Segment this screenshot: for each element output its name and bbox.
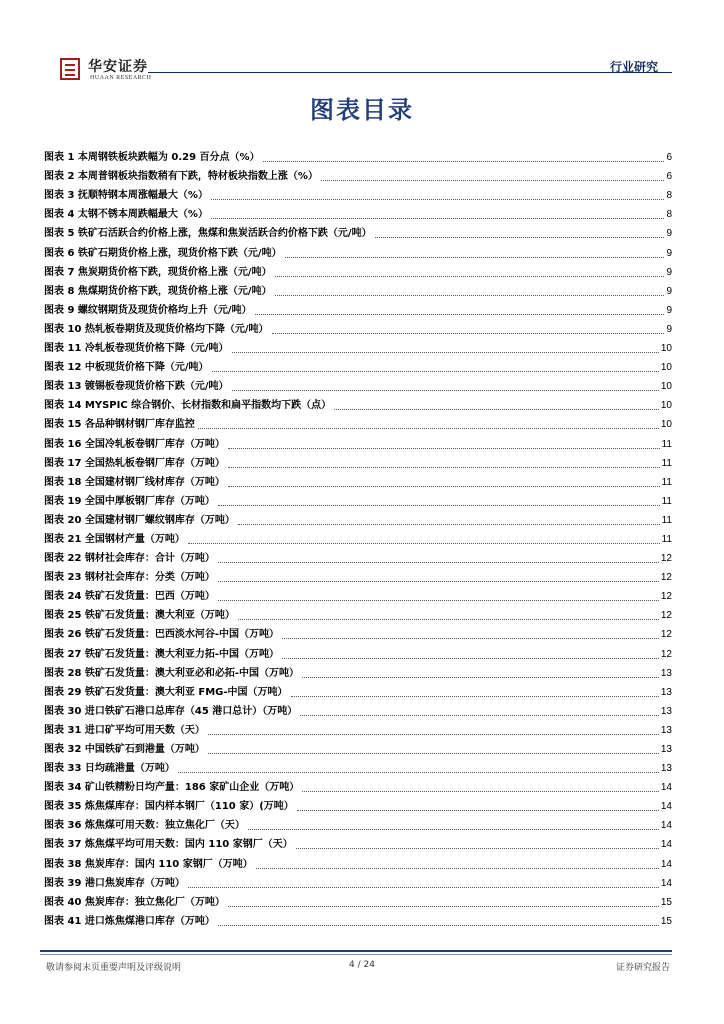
section-label: 行业研究: [609, 60, 658, 74]
toc-entry-label: 图表 14 MYSPIC 综合钢价、长材指数和扁平指数均下跌（点）: [44, 400, 332, 412]
toc-leader-dots: [263, 160, 665, 162]
toc-entry[interactable]: [44, 909, 672, 928]
toc-entry-page: 12: [660, 572, 672, 584]
toc-leader-dots: [255, 313, 665, 315]
page-title: 图表目录: [310, 96, 414, 124]
toc-entry-label: 图表 30 进口铁矿石港口总库存（45 港口总计）（万吨）: [44, 705, 298, 717]
toc-leader-dots: [232, 351, 659, 353]
toc-entry[interactable]: [44, 737, 672, 756]
toc-entry[interactable]: [44, 412, 672, 431]
toc-entry[interactable]: [44, 641, 672, 660]
toc-entry-page: 11: [661, 457, 672, 469]
toc-entry-label: 图表 34 矿山铁精粉日均产量：186 家矿山企业（万吨）: [44, 782, 300, 794]
logo-text-en: HUAAN RESEARCH: [90, 75, 152, 81]
toc-entry-label: 图表 41 进口炼焦煤港口库存（万吨）: [44, 915, 215, 927]
figure-toc: [44, 145, 672, 928]
toc-entry-label: 图表 9 螺纹钢期货及现货价格均上升（元/吨）: [44, 304, 252, 316]
header-rule: [148, 72, 672, 73]
toc-entry-page: 14: [660, 801, 672, 813]
toc-entry-page: 11: [661, 476, 672, 488]
toc-entry-page: 9: [666, 323, 672, 335]
toc-entry-page: 12: [660, 648, 672, 660]
toc-entry[interactable]: [44, 890, 672, 909]
page-header: [52, 56, 672, 92]
toc-entry-label: 图表 32 中国铁矿石到港量（万吨）: [44, 744, 205, 755]
toc-entry-page: 8: [666, 209, 672, 221]
toc-leader-dots: [212, 370, 659, 372]
toc-entry[interactable]: [44, 603, 672, 622]
toc-entry-page: 14: [660, 839, 672, 851]
toc-entry-label: 图表 8 焦煤期货价格下跌，现货价格上涨（元/吨）: [44, 285, 272, 297]
toc-entry-page: 14: [660, 858, 672, 870]
toc-leader-dots: [208, 733, 659, 735]
toc-entry[interactable]: [44, 470, 672, 489]
toc-entry-page: 14: [660, 782, 672, 794]
toc-leader-dots: [291, 695, 659, 697]
footer-doc-type: 证券研究报告: [615, 963, 670, 973]
toc-entry-label: 图表 16 全国冷轧板卷钢厂库存（万吨）: [44, 438, 225, 450]
toc-entry-page: 13: [660, 763, 672, 775]
toc-entry-page: 11: [661, 438, 672, 450]
toc-entry[interactable]: [44, 851, 672, 870]
toc-entry[interactable]: [44, 183, 672, 202]
toc-entry-label: 图表 11 冷轧板卷现货价格下降（元/吨）: [44, 343, 229, 355]
toc-leader-dots: [248, 828, 659, 830]
toc-entry[interactable]: [44, 221, 672, 240]
toc-entry-label: 图表 15 各品种钢材钢厂库存监控: [44, 419, 195, 431]
toc-entry-label: 图表 12 中板现货价格下降（元/吨）: [44, 362, 209, 374]
toc-leader-dots: [208, 752, 659, 754]
toc-entry-label: 图表 17 全国热轧板卷钢厂库存（万吨）: [44, 457, 225, 469]
toc-leader-dots: [282, 637, 659, 639]
toc-entry-label: 图表 4 太钢不锈本周跌幅最大（%）: [44, 209, 208, 221]
toc-entry-label: 图表 1 本周钢铁板块跌幅为 0.29 百分点（%）: [44, 152, 260, 164]
toc-entry-page: 6: [666, 171, 672, 183]
toc-entry-page: 10: [660, 381, 672, 393]
toc-entry-label: 图表 2 本周普钢板块指数稍有下跌，特材板块指数上涨（%）: [44, 171, 318, 183]
toc-entry-label: 图表 6 铁矿石期货价格上涨，现货价格下跌（元/吨）: [44, 247, 282, 259]
toc-entry-label: 图表 38 焦炭库存：国内 110 家钢厂（万吨）: [44, 858, 253, 870]
toc-entry-label: 图表 20 全国建材钢厂螺纹钢库存（万吨）: [44, 514, 235, 526]
toc-entry[interactable]: [44, 546, 672, 565]
toc-entry-label: 图表 7 焦炭期货价格下跌，现货价格上涨（元/吨）: [44, 266, 272, 278]
toc-entry-label: 图表 26 铁矿石发货量：巴西淡水河谷-中国（万吨）: [44, 629, 280, 641]
toc-entry-page: 9: [666, 247, 672, 259]
toc-entry[interactable]: [44, 756, 672, 775]
toc-leader-dots: [300, 714, 659, 716]
toc-leader-dots: [218, 580, 659, 582]
toc-entry-page: 13: [660, 686, 672, 698]
toc-leader-dots: [321, 179, 664, 181]
toc-leader-dots: [218, 924, 659, 926]
toc-entry-page: 6: [666, 152, 672, 164]
toc-leader-dots: [275, 294, 665, 296]
toc-entry-label: 图表 28 铁矿石发货量：澳大利亚必和必拓-中国（万吨）: [44, 667, 300, 679]
toc-leader-dots: [211, 198, 664, 200]
toc-entry-page: 9: [666, 266, 672, 278]
toc-entry-label: 图表 29 铁矿石发货量：澳大利亚 FMG-中国（万吨）: [44, 686, 288, 698]
toc-leader-dots: [256, 867, 659, 869]
footer-rule: [40, 950, 672, 952]
toc-entry[interactable]: [44, 355, 672, 374]
toc-entry[interactable]: [44, 202, 672, 221]
toc-leader-dots: [218, 599, 659, 601]
toc-entry[interactable]: [44, 451, 672, 470]
toc-entry[interactable]: [44, 661, 672, 680]
toc-entry[interactable]: [44, 489, 672, 508]
toc-leader-dots: [218, 561, 659, 563]
toc-entry-label: 图表 13 镀锡板卷现货价格下跌（元/吨）: [44, 381, 229, 393]
toc-leader-dots: [218, 504, 660, 506]
toc-entry-label: 图表 23 钢材社会库存：分类（万吨）: [44, 572, 215, 584]
toc-entry-page: 9: [666, 285, 672, 297]
toc-entry-label: 图表 21 全国钢材产量（万吨）: [44, 533, 185, 545]
toc-leader-dots: [375, 236, 665, 238]
toc-entry-label: 图表 36 炼焦煤可用天数：独立焦化厂（天）: [44, 820, 245, 832]
footer-rule-thin: [40, 954, 672, 955]
toc-entry-page: 14: [660, 820, 672, 832]
toc-leader-dots: [282, 657, 659, 659]
toc-leader-dots: [296, 847, 659, 849]
toc-entry-page: 10: [660, 343, 672, 355]
toc-entry[interactable]: [44, 164, 672, 183]
toc-entry[interactable]: [44, 699, 672, 718]
toc-entry[interactable]: [44, 527, 672, 546]
toc-entry-page: 11: [661, 514, 672, 526]
logo-text-cn: 华安证券: [88, 59, 148, 75]
toc-leader-dots: [272, 332, 665, 334]
toc-entry[interactable]: [44, 260, 672, 279]
toc-entry-page: 9: [666, 304, 672, 316]
toc-entry[interactable]: [44, 431, 672, 450]
toc-leader-dots: [198, 427, 659, 429]
toc-entry-page: 12: [660, 553, 672, 565]
toc-leader-dots: [302, 676, 659, 678]
toc-entry[interactable]: [44, 279, 672, 298]
toc-entry[interactable]: [44, 794, 672, 813]
toc-entry-page: 10: [660, 400, 672, 412]
toc-entry[interactable]: [44, 145, 672, 164]
toc-entry-page: 12: [660, 629, 672, 641]
toc-entry[interactable]: [44, 508, 672, 527]
toc-leader-dots: [211, 217, 664, 219]
toc-leader-dots: [232, 389, 659, 391]
toc-leader-dots: [188, 886, 659, 888]
toc-leader-dots: [275, 275, 665, 277]
toc-leader-dots: [285, 256, 665, 258]
toc-leader-dots: [188, 542, 660, 544]
footer-disclaimer: 敬请参阅末页重要声明及评级说明: [46, 963, 182, 973]
toc-entry-label: 图表 10 热轧板卷期货及现货价格均下降（元/吨）: [44, 323, 269, 335]
toc-entry-page: 13: [660, 667, 672, 679]
toc-entry-label: 图表 24 铁矿石发货量：巴西（万吨）: [44, 591, 215, 603]
toc-entry-label: 图表 3 抚顺特钢本周涨幅最大（%）: [44, 190, 208, 202]
toc-leader-dots: [334, 408, 659, 410]
toc-entry[interactable]: [44, 622, 672, 641]
toc-leader-dots: [228, 447, 660, 449]
toc-entry[interactable]: [44, 336, 672, 355]
toc-entry-page: 15: [660, 915, 672, 927]
toc-entry-page: 12: [660, 591, 672, 603]
toc-entry-page: 13: [660, 705, 672, 717]
toc-entry-page: 13: [660, 744, 672, 755]
toc-entry-page: 12: [660, 610, 672, 622]
toc-entry[interactable]: [44, 317, 672, 336]
toc-entry-page: 15: [660, 896, 672, 908]
toc-entry-label: 图表 37 炼焦煤平均可用天数：国内 110 家钢厂（天）: [44, 839, 293, 851]
toc-entry-label: 图表 25 铁矿石发货量：澳大利亚（万吨）: [44, 610, 235, 622]
toc-entry-page: 11: [661, 533, 672, 545]
toc-entry-label: 图表 19 全国中厚板钢厂库存（万吨）: [44, 495, 215, 507]
toc-entry-page: 11: [661, 495, 672, 507]
toc-entry[interactable]: [44, 393, 672, 412]
toc-leader-dots: [228, 905, 659, 907]
page-number: 4 / 24: [349, 960, 375, 970]
toc-entry-page: 13: [660, 724, 672, 736]
toc-entry[interactable]: [44, 775, 672, 794]
toc-entry-label: 图表 27 铁矿石发货量：澳大利亚力拓-中国（万吨）: [44, 648, 280, 660]
toc-entry-label: 图表 39 港口焦炭库存（万吨）: [44, 877, 185, 889]
toc-entry-page: 10: [660, 362, 672, 374]
toc-entry-label: 图表 18 全国建材钢厂线材库存（万吨）: [44, 476, 225, 488]
toc-entry-page: 10: [660, 419, 672, 431]
toc-entry-label: 图表 31 进口矿平均可用天数（天）: [44, 724, 205, 736]
toc-entry[interactable]: [44, 718, 672, 737]
toc-entry[interactable]: [44, 298, 672, 317]
toc-leader-dots: [238, 523, 660, 525]
toc-entry-label: 图表 40 焦炭库存：独立焦化厂（万吨）: [44, 896, 225, 908]
toc-entry[interactable]: [44, 680, 672, 699]
toc-entry[interactable]: [44, 584, 672, 603]
toc-entry-label: 图表 5 铁矿石活跃合约价格上涨，焦煤和焦炭活跃合约价格下跌（元/吨）: [44, 228, 372, 240]
toc-leader-dots: [178, 771, 659, 773]
toc-entry-page: 9: [666, 228, 672, 240]
toc-entry-label: 图表 35 炼焦煤库存：国内样本钢厂（110 家）(万吨）: [44, 801, 294, 813]
toc-entry-label: 图表 33 日均疏港量（万吨）: [44, 763, 175, 775]
toc-leader-dots: [238, 618, 659, 620]
toc-entry[interactable]: [44, 871, 672, 890]
toc-entry-label: 图表 22 钢材社会库存：合计（万吨）: [44, 553, 215, 565]
toc-entry[interactable]: [44, 832, 672, 851]
toc-leader-dots: [302, 790, 659, 792]
toc-leader-dots: [228, 485, 660, 487]
company-logo-icon: [60, 58, 80, 80]
toc-entry[interactable]: [44, 240, 672, 259]
toc-leader-dots: [228, 466, 660, 468]
toc-entry[interactable]: [44, 565, 672, 584]
toc-entry-page: 8: [666, 190, 672, 202]
toc-leader-dots: [297, 809, 659, 811]
toc-entry-page: 14: [660, 877, 672, 889]
toc-entry[interactable]: [44, 813, 672, 832]
toc-entry[interactable]: [44, 374, 672, 393]
